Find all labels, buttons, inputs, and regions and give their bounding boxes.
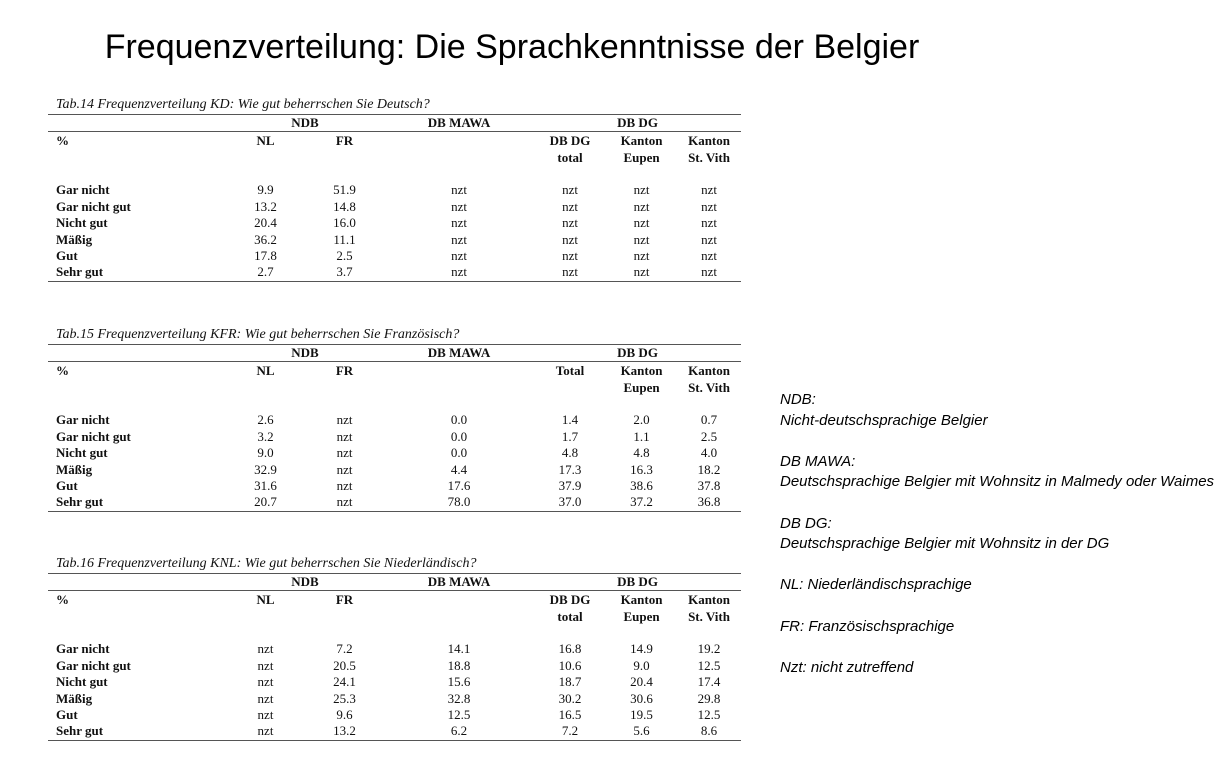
- frequency-table: [48, 573, 741, 741]
- table-cell: nzt: [701, 198, 717, 214]
- table-cell: 18.2: [697, 461, 721, 477]
- column-header-row: [48, 591, 741, 626]
- legend-entry: [780, 617, 1020, 638]
- table-cell: 14.8: [333, 198, 356, 214]
- table-cell: 16.0: [333, 215, 356, 231]
- header-line: total: [557, 150, 583, 166]
- legend-entry: [780, 514, 1110, 555]
- header-c4: [534, 362, 606, 397]
- header-line: St. Vith: [688, 380, 730, 396]
- table-knl: [48, 555, 741, 741]
- table-cell: 5.6: [606, 723, 677, 740]
- table-cell: nzt: [701, 231, 717, 247]
- table-cell: nzt: [562, 198, 578, 214]
- header-fr: FR: [335, 133, 354, 149]
- table-cell: nzt: [633, 231, 650, 247]
- table-caption: Tab.16 Frequenzverteilung KNL: Wie gut beherrschen Sie Niederländisch?: [56, 556, 477, 571]
- row-label: Gar nicht: [56, 412, 110, 428]
- table-row: [48, 429, 741, 445]
- header-c4: [534, 591, 606, 626]
- header-dbmawa: [384, 362, 534, 397]
- row-label: Gar nicht gut: [56, 428, 131, 444]
- table-cell: 3.2: [257, 428, 274, 444]
- table-cell: 1.7: [561, 428, 579, 444]
- table-cell: nzt: [562, 248, 578, 264]
- row-label: Gar nicht: [56, 641, 110, 657]
- row-label: Gar nicht: [56, 182, 110, 198]
- row-label: Gar nicht gut: [56, 198, 131, 214]
- table-cell: nzt: [633, 182, 650, 198]
- table-cell: 7.2: [336, 641, 353, 657]
- table-kfr: [48, 326, 741, 512]
- group-spacer: [48, 115, 226, 132]
- table-cell: 24.1: [333, 674, 356, 690]
- table-cell: 9.0: [633, 657, 650, 673]
- row-label: Mäßig: [56, 231, 93, 247]
- column-group-row: [48, 345, 741, 362]
- table-cell: nzt: [701, 248, 717, 264]
- group-dbdg: DB DG: [534, 345, 741, 362]
- legend-entry: [780, 575, 1020, 596]
- table-cell: 19.2: [697, 641, 721, 657]
- table-cell: 2.5: [700, 428, 718, 444]
- table-cell: 20.4: [630, 674, 653, 690]
- table-cell: nzt: [336, 428, 353, 444]
- table-cell: 4.4: [450, 461, 468, 477]
- table-cell: 17.8: [254, 248, 277, 264]
- group-dbmawa: DB MAWA: [384, 115, 534, 132]
- table-cell: 16.5: [558, 707, 582, 723]
- header-dbmawa: [384, 591, 534, 626]
- row-label: Gut: [56, 707, 78, 723]
- table-caption: Tab.15 Frequenzverteilung KFR: Wie gut beherrschen Sie Französisch?: [56, 327, 460, 342]
- legend-description: FR: Französischsprachige: [780, 617, 955, 635]
- header-line: Eupen: [623, 609, 660, 625]
- table-cell: 2.0: [633, 412, 650, 428]
- row-label: Gut: [56, 478, 78, 494]
- row-label: Sehr gut: [48, 264, 226, 281]
- header-nl: NL: [256, 592, 275, 608]
- table-cell: nzt: [606, 264, 677, 281]
- table-cell: 0.0: [450, 412, 468, 428]
- legend-term: NDB:: [780, 391, 816, 408]
- table-cell: nzt: [701, 182, 717, 198]
- table-cell: 16.3: [630, 461, 653, 477]
- table-cell: nzt: [384, 264, 534, 281]
- group-spacer: [48, 574, 226, 591]
- header-fr: FR: [335, 363, 354, 379]
- table-cell: 19.5: [630, 707, 653, 723]
- table-cell: 32.8: [447, 690, 471, 706]
- table-cell: 12.5: [697, 707, 721, 723]
- header-line: DB DG: [549, 592, 591, 608]
- table-cell: nzt: [257, 690, 274, 706]
- table-cell: nzt: [633, 215, 650, 231]
- slide-title: Frequenzverteilung: Die Sprachkenntnisse der Belgier: [104, 28, 920, 66]
- table-cell: nzt: [562, 231, 578, 247]
- header-nl: NL: [256, 363, 275, 379]
- table-cell: 6.2: [384, 723, 534, 740]
- table-cell: 8.6: [677, 723, 741, 740]
- group-ndb: NDB: [226, 115, 384, 132]
- row-label: Nicht gut: [56, 445, 108, 461]
- header-c6: [677, 591, 741, 626]
- table-cell: 0.7: [700, 412, 718, 428]
- column-group-row: [48, 115, 741, 132]
- table-cell: 37.9: [558, 478, 582, 494]
- table-cell: nzt: [451, 198, 467, 214]
- header-percent: %: [56, 133, 69, 149]
- header-line: Kanton: [688, 363, 730, 379]
- header-line: St. Vith: [688, 609, 730, 625]
- table-cell: nzt: [451, 182, 467, 198]
- table-cell: 36.8: [677, 494, 741, 511]
- header-line: total: [557, 609, 583, 625]
- row-label: Nicht gut: [56, 674, 108, 690]
- table-row: [48, 412, 741, 428]
- header-dbmawa: [384, 132, 534, 167]
- table-cell: 30.2: [558, 690, 582, 706]
- legend-entry: [780, 390, 1020, 431]
- group-dbmawa: DB MAWA: [384, 345, 534, 362]
- group-dbdg: DB DG: [534, 574, 741, 591]
- table-cell: 7.2: [534, 723, 606, 740]
- legend-description: Deutschsprachige Belgier mit Wohnsitz in der DG: [780, 535, 1110, 553]
- header-line: St. Vith: [688, 150, 730, 166]
- table-cell: nzt: [257, 657, 274, 673]
- table-cell: 15.6: [447, 674, 471, 690]
- table-cell: 38.6: [630, 478, 653, 494]
- column-group-row: [48, 574, 741, 591]
- frequency-table: [48, 344, 741, 512]
- column-header-row: [48, 362, 741, 397]
- table-cell: 25.3: [333, 690, 356, 706]
- header-c4: [534, 132, 606, 167]
- table-cell: 17.3: [558, 461, 582, 477]
- legend-description: Nzt: nicht zutreffend: [780, 658, 914, 676]
- table-cell: nzt: [451, 248, 467, 264]
- table-cell: 36.2: [254, 231, 277, 247]
- table-cell: 32.9: [254, 461, 277, 477]
- table-cell: 11.1: [333, 231, 356, 247]
- table-cell: 30.6: [630, 690, 653, 706]
- row-label: Sehr gut: [48, 494, 226, 511]
- table-cell: nzt: [677, 264, 741, 281]
- header-c5: [606, 132, 677, 167]
- table-cell: 17.4: [697, 674, 721, 690]
- table-cell: nzt: [633, 198, 650, 214]
- header-line: Eupen: [623, 380, 660, 396]
- header-line: Kanton: [688, 133, 730, 149]
- table-cell: nzt: [336, 412, 353, 428]
- header-c6: [677, 132, 741, 167]
- table-cell: 10.6: [558, 657, 582, 673]
- header-line: Kanton: [620, 133, 663, 149]
- header-percent: %: [56, 363, 69, 379]
- table-cell: nzt: [633, 248, 650, 264]
- table-cell: nzt: [226, 723, 305, 740]
- header-c5: [606, 591, 677, 626]
- table-cell: 13.2: [254, 198, 277, 214]
- table-cell: 17.6: [447, 478, 471, 494]
- table-cell: 12.5: [447, 707, 471, 723]
- table-cell: nzt: [562, 182, 578, 198]
- table-cell: nzt: [305, 494, 384, 511]
- table-row: [48, 248, 741, 264]
- table-cell: 13.2: [305, 723, 384, 740]
- table-cell: 2.5: [336, 248, 353, 264]
- table-kd: [48, 96, 741, 282]
- table-cell: 1.1: [633, 428, 650, 444]
- table-row: [48, 658, 741, 674]
- table-row: [48, 641, 741, 657]
- table-cell: nzt: [336, 445, 353, 461]
- table-cell: 3.7: [305, 264, 384, 281]
- row-label: Gar nicht gut: [56, 657, 131, 673]
- table-cell: 14.9: [630, 641, 653, 657]
- header-nl: NL: [256, 133, 275, 149]
- abbreviation-legend: [780, 390, 1214, 678]
- row-label: Sehr gut: [48, 723, 226, 740]
- table-row: [48, 232, 741, 248]
- table-cell: 1.4: [561, 412, 579, 428]
- table-row: [48, 445, 741, 461]
- table-cell: nzt: [336, 461, 353, 477]
- table-row: [48, 182, 741, 198]
- table-row: [48, 691, 741, 707]
- table-cell: 4.0: [700, 445, 718, 461]
- row-label: Mäßig: [56, 690, 93, 706]
- table-cell: 29.8: [697, 690, 721, 706]
- table-cell: 51.9: [333, 182, 356, 198]
- table-cell: 4.8: [561, 445, 579, 461]
- legend-description: Deutschsprachige Belgier mit Wohnsitz in Malmedy oder Waimes: [780, 473, 1214, 491]
- table-cell: 0.0: [450, 445, 468, 461]
- table-row: [48, 215, 741, 231]
- header-line: Eupen: [623, 150, 660, 166]
- table-cell: 9.6: [336, 707, 353, 723]
- table-cell: 16.8: [558, 641, 582, 657]
- table-row: [48, 199, 741, 215]
- header-c5: [606, 362, 677, 397]
- header-fr: FR: [335, 592, 354, 608]
- legend-entry: [780, 452, 1214, 493]
- table-cell: 18.7: [558, 674, 582, 690]
- header-line: Kanton: [620, 592, 663, 608]
- table-cell: 14.1: [447, 641, 471, 657]
- table-cell: 20.4: [254, 215, 277, 231]
- legend-term: DB DG:: [780, 514, 832, 532]
- table-row: [48, 494, 741, 511]
- table-cell: 12.5: [697, 657, 721, 673]
- table-cell: 37.0: [534, 494, 606, 511]
- table-row: [48, 723, 741, 740]
- table-cell: nzt: [257, 674, 274, 690]
- table-cell: 37.8: [697, 478, 721, 494]
- table-row: [48, 707, 741, 723]
- table-cell: nzt: [451, 215, 467, 231]
- column-header-row: [48, 132, 741, 167]
- table-cell: 9.0: [257, 445, 274, 461]
- table-cell: 78.0: [384, 494, 534, 511]
- table-caption: Tab.14 Frequenzverteilung KD: Wie gut beherrschen Sie Deutsch?: [56, 97, 430, 112]
- table-row: [48, 264, 741, 281]
- header-line: Kanton: [688, 592, 730, 608]
- table-cell: 18.8: [447, 657, 471, 673]
- legend-entry: [780, 658, 1020, 679]
- header-line: Kanton: [620, 363, 663, 379]
- group-ndb: NDB: [226, 345, 384, 362]
- legend-description: Nicht-deutschsprachige Belgier: [780, 411, 988, 429]
- legend-term: DB MAWA:: [780, 452, 856, 470]
- table-cell: 4.8: [633, 445, 650, 461]
- table-cell: 31.6: [254, 478, 277, 494]
- table-cell: 20.7: [226, 494, 305, 511]
- table-cell: 2.6: [257, 412, 274, 428]
- table-row: [48, 462, 741, 478]
- table-cell: nzt: [701, 215, 717, 231]
- header-c6: [677, 362, 741, 397]
- table-cell: 0.0: [450, 428, 468, 444]
- table-cell: nzt: [257, 641, 274, 657]
- table-cell: nzt: [336, 478, 353, 494]
- table-cell: 2.7: [226, 264, 305, 281]
- table-cell: 9.9: [257, 182, 274, 198]
- header-line: DB DG: [549, 133, 591, 149]
- table-cell: 20.5: [333, 657, 356, 673]
- header-percent: %: [56, 592, 69, 608]
- group-ndb: NDB: [226, 574, 384, 591]
- row-label: Gut: [56, 248, 78, 264]
- table-cell: nzt: [451, 231, 467, 247]
- group-spacer: [48, 345, 226, 362]
- table-row: [48, 478, 741, 494]
- table-cell: 37.2: [606, 494, 677, 511]
- table-row: [48, 674, 741, 690]
- legend-description: NL: Niederländischsprachige: [780, 576, 972, 594]
- group-dbmawa: DB MAWA: [384, 574, 534, 591]
- row-label: Nicht gut: [56, 215, 108, 231]
- table-cell: nzt: [562, 215, 578, 231]
- table-cell: nzt: [534, 264, 606, 281]
- group-dbdg: DB DG: [534, 115, 741, 132]
- header-line: Total: [555, 363, 585, 379]
- row-label: Mäßig: [56, 461, 93, 477]
- table-cell: nzt: [257, 707, 274, 723]
- frequency-table: [48, 114, 741, 282]
